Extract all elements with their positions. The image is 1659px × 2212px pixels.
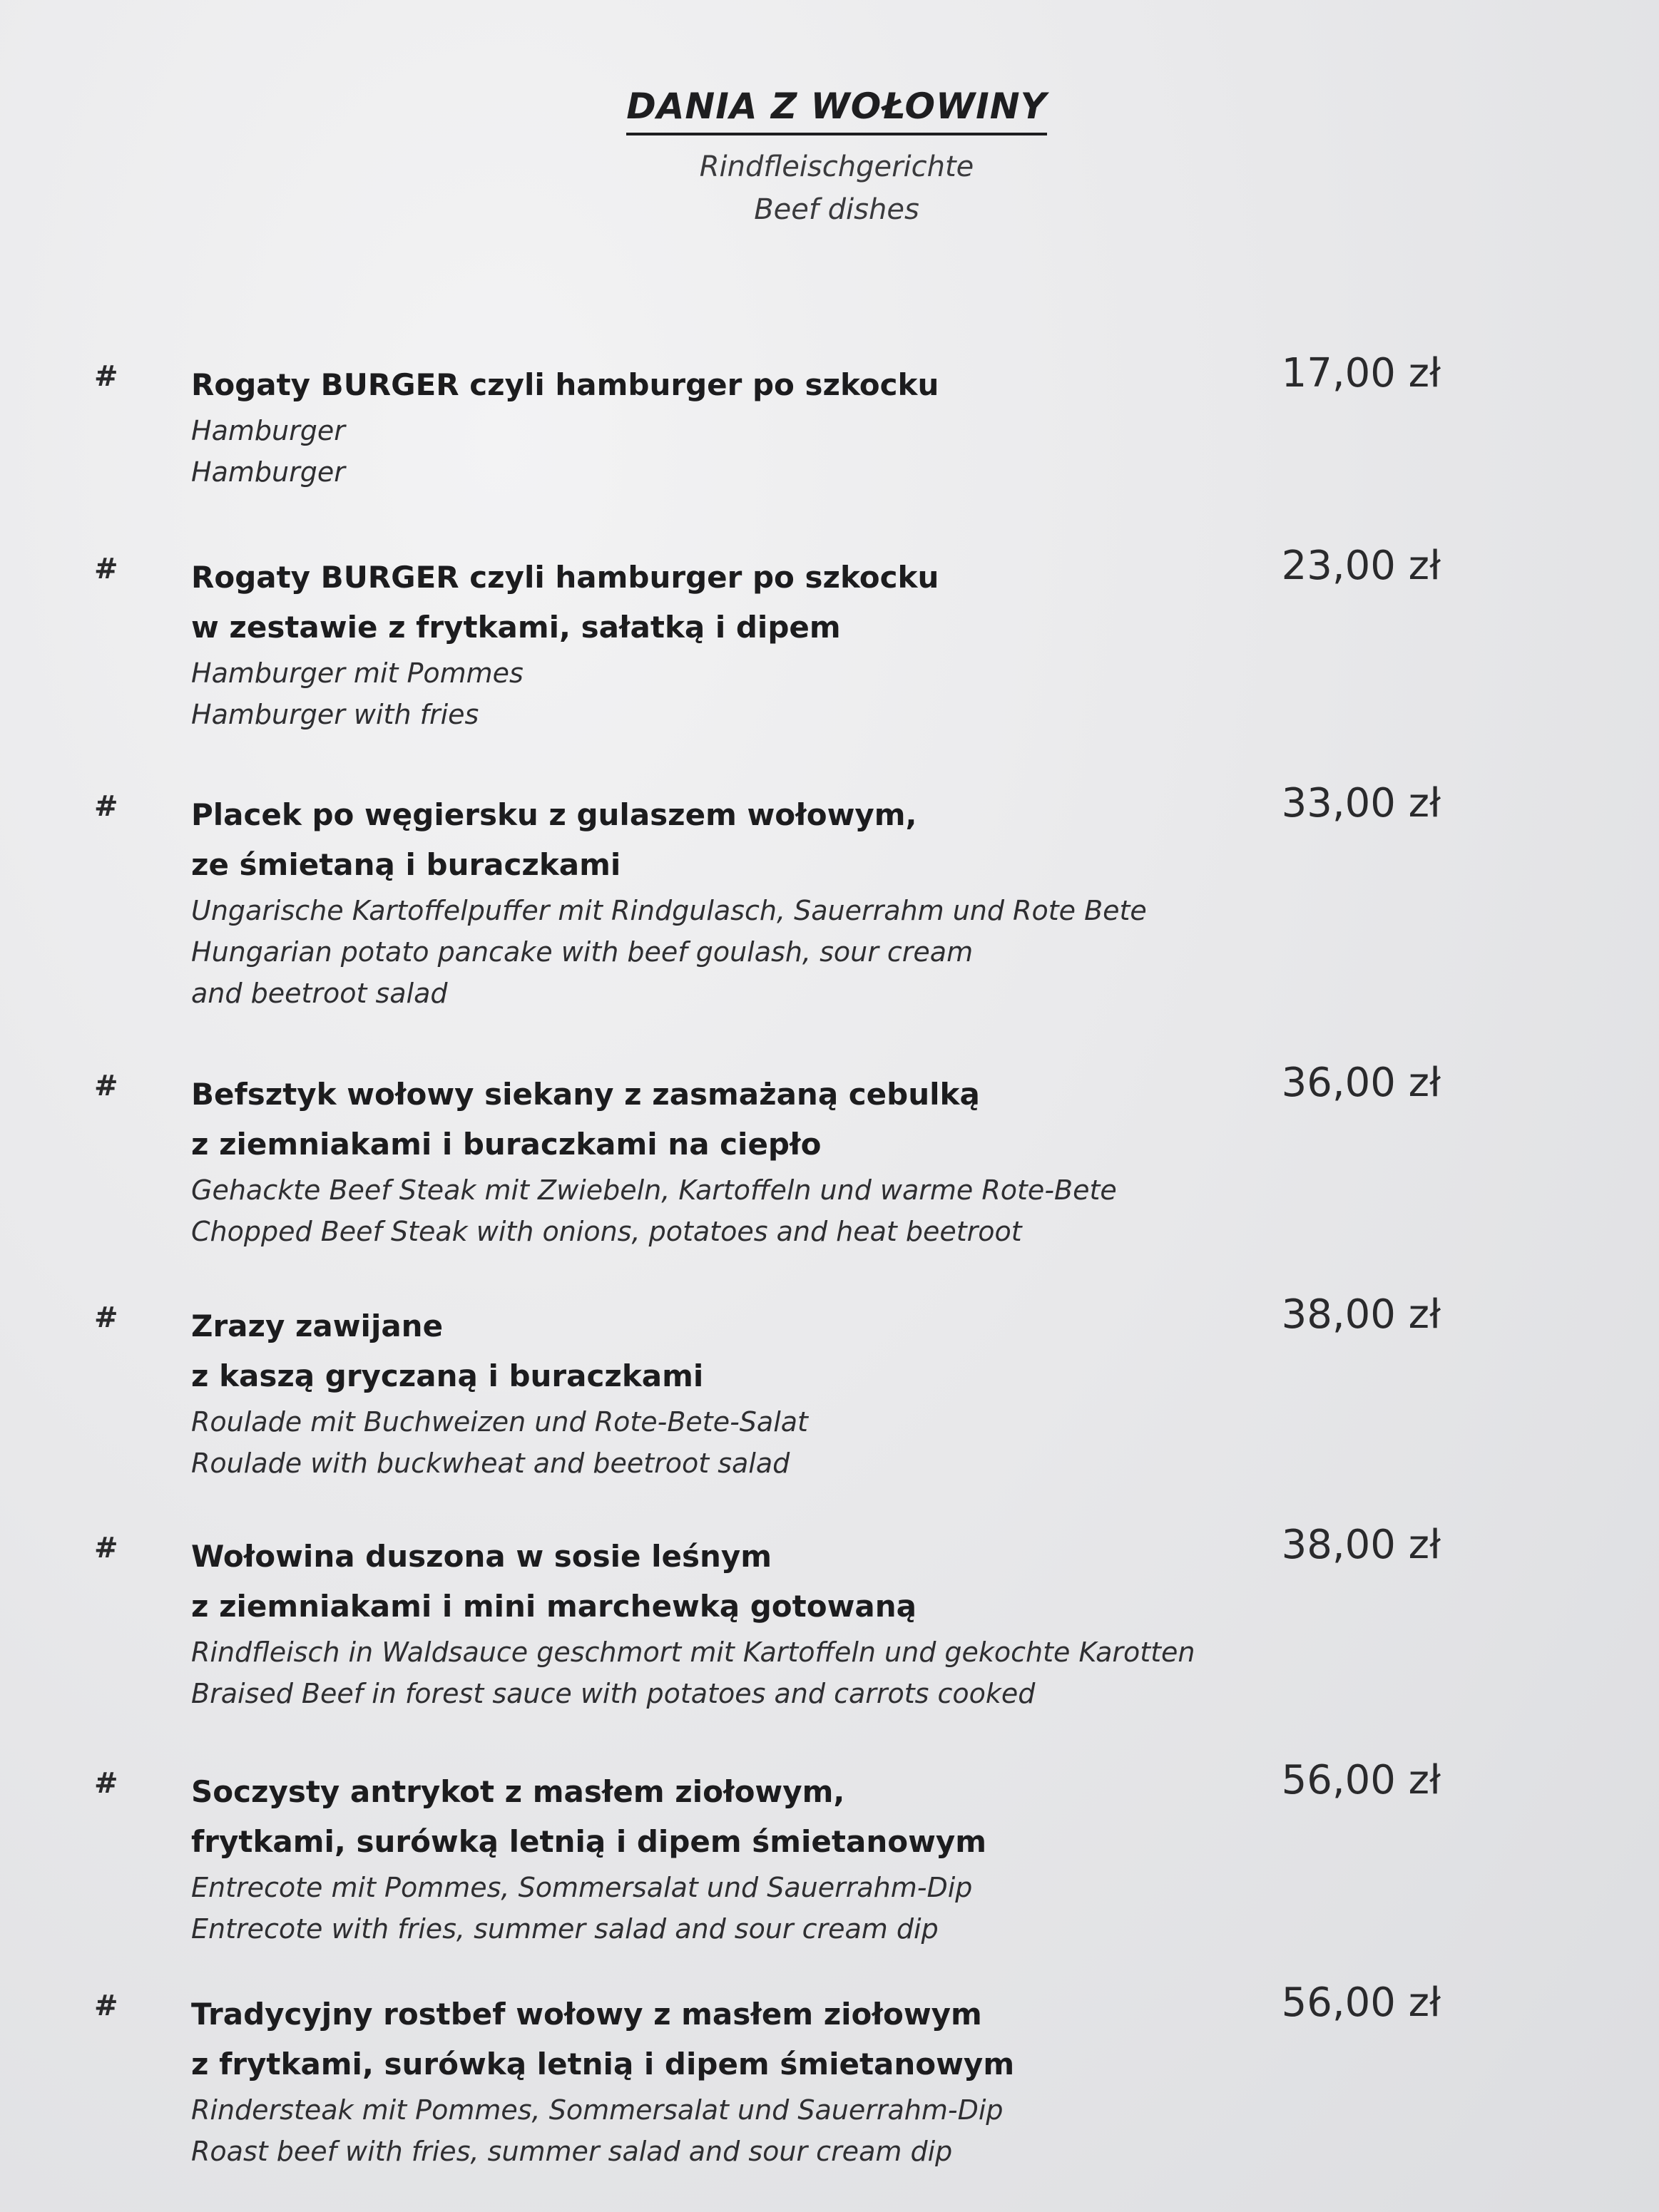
item-translation-english: Chopped Beef Steak with onions, potatoes and heat beetroot [191,1216,1022,1247]
item-text [191,1070,1261,1252]
item-translation-german: Gehackte Beef Steak mit Zwiebeln, Kartoffeln und warme Rote-Bete [191,1174,1117,1206]
item-price: 36,00 zł [1281,1060,1441,1106]
item-name-line-2: ze śmietaną i buraczkami [191,847,621,882]
item-translation-german: Rindfleisch in Waldsauce geschmort mit Kartoffeln und gekochte Karotten [191,1637,1195,1668]
item-translation-english: Hungarian potato pancake with beef goulash, sour cream [191,936,974,968]
item-translation-english-line-2: and beetroot salad [191,978,448,1009]
section-subtitle-english: Beef dishes [754,193,919,226]
section-subtitle-german: Rindfleischgerichte [699,150,974,183]
item-text [191,1301,1261,1484]
item-text [191,553,1261,735]
item-translation-german: Entrecote mit Pommes, Sommersalat und Sauerrahm-Dip [191,1872,973,1903]
item-text [191,1767,1261,1950]
item-price: 56,00 zł [1281,1980,1441,2026]
item-translation-english: Roast beef with fries, summer salad and sour cream dip [191,2136,953,2167]
item-text [191,360,1261,493]
item-price: 23,00 zł [1281,543,1441,589]
item-marker: # [94,790,118,823]
item-marker: # [94,1070,118,1102]
item-translation-german: Hamburger [191,415,345,446]
item-translation-english: Roulade with buckwheat and beetroot salad [191,1448,790,1479]
item-text [191,790,1261,1014]
item-translation-english: Braised Beef in forest sauce with potatoes and carrots cooked [191,1678,1036,1709]
item-marker: # [94,1301,118,1334]
item-name-line-2: z kaszą gryczaną i buraczkami [191,1358,704,1393]
item-name: Tradycyjny rostbef wołowy z masłem ziołowym [191,1997,982,2032]
item-marker: # [94,1990,118,2022]
item-text [191,1990,1261,2172]
item-name: Zrazy zawijane [191,1309,444,1343]
item-price: 17,00 zł [1281,350,1441,396]
item-price: 56,00 zł [1281,1757,1441,1803]
item-name: Placek po węgiersku z gulaszem wołowym, [191,797,917,832]
item-translation-german: Roulade mit Buchweizen und Rote-Bete-Salat [191,1406,808,1438]
item-name: Rogaty BURGER czyli hamburger po szkocku [191,560,939,595]
item-translation-german: Hamburger mit Pommes [191,657,524,689]
item-name-line-2: frytkami, surówką letnią i dipem śmietanowym [191,1824,987,1859]
item-translation-english: Entrecote with fries, summer salad and sour cream dip [191,1913,939,1945]
item-name: Soczysty antrykot z masłem ziołowym, [191,1774,845,1809]
item-marker: # [94,360,118,393]
item-name: Rogaty BURGER czyli hamburger po szkocku [191,367,939,402]
item-marker: # [94,1532,118,1565]
item-name-line-2: w zestawie z frytkami, sałatką i dipem [191,610,841,645]
item-price: 33,00 zł [1281,780,1441,826]
item-marker: # [94,553,118,585]
item-name-line-2: z frytkami, surówką letnią i dipem śmietanowym [191,2047,1015,2082]
item-name-line-2: z ziemniakami i buraczkami na ciepło [191,1127,822,1162]
item-text [191,1532,1261,1714]
item-marker: # [94,1767,118,1800]
item-translation-english: Hamburger [191,456,345,488]
item-translation-german: Rindersteak mit Pommes, Sommersalat und Sauerrahm-Dip [191,2094,1004,2126]
item-price: 38,00 zł [1281,1291,1441,1338]
item-name: Befsztyk wołowy siekany z zasmażaną cebulką [191,1077,980,1112]
item-name: Wołowina duszona w sosie leśnym [191,1539,772,1574]
item-translation-english: Hamburger with fries [191,699,479,730]
item-name-line-2: z ziemniakami i mini marchewką gotowaną [191,1589,917,1624]
item-price: 38,00 zł [1281,1522,1441,1568]
item-translation-german: Ungarische Kartoffelpuffer mit Rindgulasch, Sauerrahm und Rote Bete [191,895,1147,926]
section-title: DANIA Z WOŁOWINY [626,86,1047,135]
menu-header [0,86,1659,231]
